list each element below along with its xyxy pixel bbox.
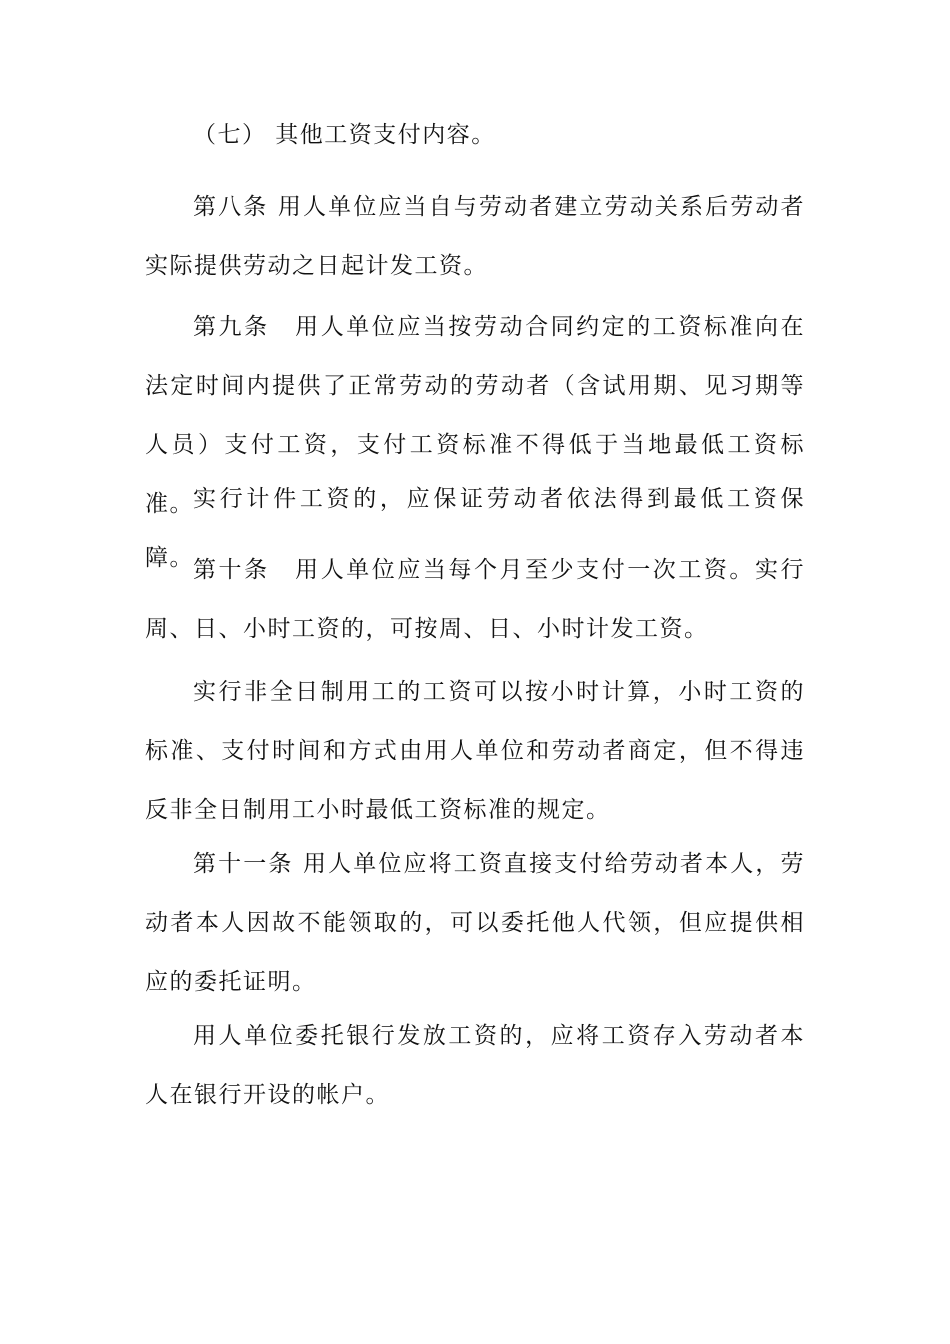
paragraph-article-11 (145, 835, 805, 1013)
paragraph-item-7 (145, 106, 805, 166)
paragraph-text: 第九条 用人单位应当按劳动合同约定的工资标准向在法定时间内提供了正常劳动的劳动者（含试用期、见习期等人员）支付工资，支付工资标准不得低于当地最低工资标准。 (145, 314, 805, 517)
paragraph-text: 第十条 用人单位应当每个月至少支付一次工资。实行周、日、小时工资的，可按周、日、小时计发工资。 (145, 557, 805, 642)
paragraph-text: 实行计件工资的，应保证劳动者依法得到最低工资保障。 (145, 486, 805, 571)
paragraph-text: 第十一条 用人单位应将工资直接支付给劳动者本人，劳动者本人因故不能领取的，可以委托他人代领，但应提供相应的委托证明。 (145, 851, 805, 995)
paragraph-article-8 (145, 178, 805, 297)
paragraph-text: 用人单位委托银行发放工资的，应将工资存入劳动者本人在银行开设的帐户。 (145, 1023, 805, 1108)
paragraph-text: （七） 其他工资支付内容。 (193, 122, 496, 148)
paragraph-article-10 (145, 541, 805, 660)
paragraph-text: 第八条 用人单位应当自与劳动者建立劳动关系后劳动者实际提供劳动之日起计发工资。 (145, 194, 805, 279)
paragraph-text: 实行非全日制用工的工资可以按小时计算，小时工资的标准、支付时间和方式由用人单位和劳动者商定，但不得违反非全日制用工小时最低工资标准的规定。 (145, 679, 805, 823)
paragraph-bank-payment (145, 1007, 805, 1126)
paragraph-part-time (145, 663, 805, 841)
